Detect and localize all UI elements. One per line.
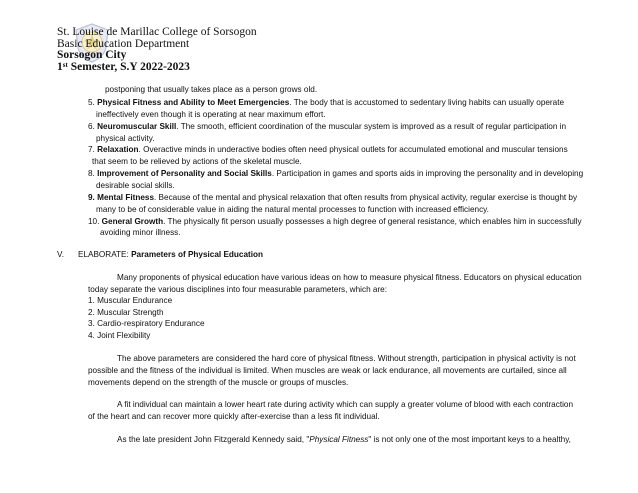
parameter-item: 3. Cardio-respiratory Endurance <box>88 319 205 328</box>
list-item-7-cont: that seem to be relieved by actions of the skeletal muscle. <box>92 157 302 166</box>
parameter-item: 1. Muscular Endurance <box>88 296 173 305</box>
paragraph-1-line-2: today separate the various disciplines into four measurable parameters, which are: <box>88 285 387 294</box>
list-item-10-cont: avoiding minor illness. <box>100 228 181 237</box>
list-item-6-cont: physical activity. <box>96 134 155 143</box>
paragraph-3-line-1: A fit individual can maintain a lower heart rate during activity which can supply a greater volume of blood with each contraction <box>117 400 574 409</box>
document-header <box>57 27 257 73</box>
list-item-5: 5. Physical Fitness and Ability to Meet Emergencies. The body that is accustomed to sedentary living habits can usually operate <box>88 98 565 107</box>
city-name: Sorsogon City <box>57 49 127 62</box>
parameter-item: 2. Muscular Strength <box>88 308 164 317</box>
parameter-item: 4. Joint Flexibility <box>88 331 151 340</box>
list-item-10: 10. General Growth. The physically fit person usually possesses a high degree of general resistance, which enables him in successfully <box>88 217 582 226</box>
paragraph-2-line-1: The above parameters are considered the hard core of physical fitness. Without strength, participation in physical activity is not <box>117 354 576 363</box>
list-item-9-cont: many to be of considerable value in aiding the natural mental processes to function with increased efficiency. <box>96 205 489 214</box>
list-continuation: postponing that usually takes place as a person grows old. <box>105 85 318 94</box>
paragraph-1-line-1: Many proponents of physical education have various ideas on how to measure physical fitness. Educators on physical education <box>117 273 582 282</box>
department-name: Basic Education Department <box>57 37 190 50</box>
list-item-9: 9. Mental Fitness. Because of the mental and physical relaxation that often results from physical activity, regular exercise is thought by <box>88 193 578 202</box>
school-name: St. Louise de Marillac College of Sorsogon <box>57 26 257 38</box>
section-heading: V. ELABORATE: Parameters of Physical Education <box>57 250 264 259</box>
list-item-7: 7. Relaxation. Overactive minds in underactive bodies often need physical outlets for accumulated emotional and muscular tensions <box>88 145 568 154</box>
list-item-6: 6. Neuromuscular Skill. The smooth, efficient coordination of the muscular system is improved as a result of regular participation in <box>88 122 567 131</box>
paragraph-3-line-2: of the heart and can recover more quickly after-exercise than a less fit individual. <box>88 412 380 421</box>
paragraph-4-line-1: As the late president John Fitzgerald Kennedy said, "Physical Fitness" is not only one of the most important keys to a healthy, <box>117 435 571 444</box>
semester-line: 1st Semester, S.Y 2022-2023 <box>57 60 190 73</box>
list-item-8-cont: desirable social skills. <box>96 181 175 190</box>
paragraph-2-line-2: possible and the fitness of the individual is limited. When muscles are weak or lack endurance, all movements are curtailed, since all <box>88 366 567 375</box>
paragraph-2-line-3: movements depend on the strength of the muscle or groups of muscles. <box>88 378 349 387</box>
list-item-8: 8. Improvement of Personality and Social Skills. Participation in games and sports aids in improving the personality and in developing <box>88 169 584 178</box>
list-item-5-cont: ineffectively even though it is operating at near maximum effort. <box>96 110 326 119</box>
